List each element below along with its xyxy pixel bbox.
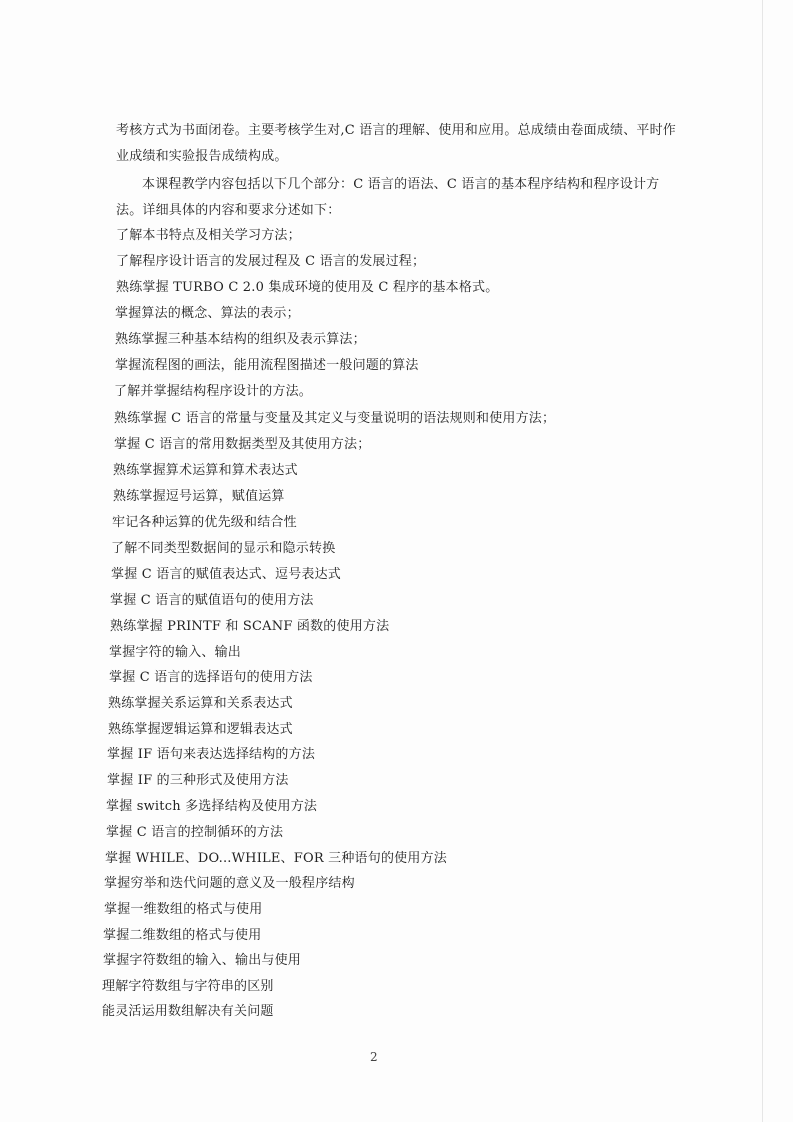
list-item: 掌握算法的概念、算法的表示；: [115, 306, 300, 321]
list-item: 熟练掌握 TURBO C 2.0 集成环境的使用及 C 程序的基本格式。: [116, 280, 499, 295]
list-item: 掌握一维数组的格式与使用: [104, 902, 263, 917]
list-item: 熟练掌握逻辑运算和逻辑表达式: [108, 722, 293, 737]
list-item: 掌握字符数组的输入、输出与使用: [103, 953, 302, 968]
list-item: 掌握 C 语言的常用数据类型及其使用方法；: [114, 437, 371, 452]
list-item: 牢记各种运算的优先级和结合性: [112, 515, 297, 530]
list-item: 了解本书特点及相关学习方法；: [116, 228, 301, 243]
list-item: 掌握 C 语言的赋值表达式、逗号表达式: [111, 567, 342, 582]
assessment-paragraph: 考核方式为书面闭卷。主要考核学生对,C 语言的理解、使用和应用。总成绩由卷面成绩、平时作业成绩和实验报告成绩构成。: [116, 123, 677, 164]
scan-edge-line: [762, 0, 763, 1122]
list-item: 熟练掌握 C 语言的常量与变量及其定义与变量说明的语法规则和使用方法；: [114, 411, 556, 426]
list-item: 熟练掌握逗号运算，赋值运算: [113, 489, 285, 504]
list-item: 掌握流程图的画法，能用流程图描述一般问题的算法: [115, 358, 419, 373]
list-item: 熟练掌握关系运算和关系表达式: [108, 696, 293, 711]
list-item: 掌握 WHILE、DO...WHILE、FOR 三种语句的使用方法: [105, 851, 447, 866]
list-item: 掌握 C 语言的选择语句的使用方法: [109, 670, 313, 685]
list-item: 理解字符数组与字符串的区别: [102, 979, 274, 994]
list-item: 能灵活运用数组解决有关问题: [102, 1004, 274, 1019]
list-item: 掌握二维数组的格式与使用: [103, 928, 262, 943]
list-item: 了解并掌握结构程序设计的方法。: [114, 384, 313, 399]
list-item: 掌握 C 语言的赋值语句的使用方法: [110, 593, 314, 608]
list-item: 熟练掌握算术运算和算术表达式: [113, 463, 298, 478]
list-item: 掌握 IF 语句来表达选择结构的方法: [107, 747, 316, 762]
list-item: 掌握 C 语言的控制循环的方法: [106, 825, 284, 840]
page-number: 2: [370, 1050, 378, 1064]
list-item: 了解不同类型数据间的显示和隐示转换: [111, 541, 336, 556]
list-item: 掌握穷举和迭代问题的意义及一般程序结构: [104, 876, 355, 891]
list-item: 掌握 switch 多选择结构及使用方法: [106, 799, 318, 814]
list-item: 熟练掌握三种基本结构的组织及表示算法；: [115, 332, 366, 347]
list-item: 了解程序设计语言的发展过程及 C 语言的发展过程；: [116, 254, 426, 269]
list-item: 熟练掌握 PRINTF 和 SCANF 函数的使用方法: [110, 619, 390, 634]
list-item: 掌握字符的输入、输出: [109, 645, 242, 660]
content-intro-paragraph: 本课程教学内容包括以下几个部分：C 语言的语法、C 语言的基本程序结构和程序设计方法。详细具体的内容和要求分述如下：: [116, 177, 660, 218]
list-item: 掌握 IF 的三种形式及使用方法: [107, 773, 289, 788]
